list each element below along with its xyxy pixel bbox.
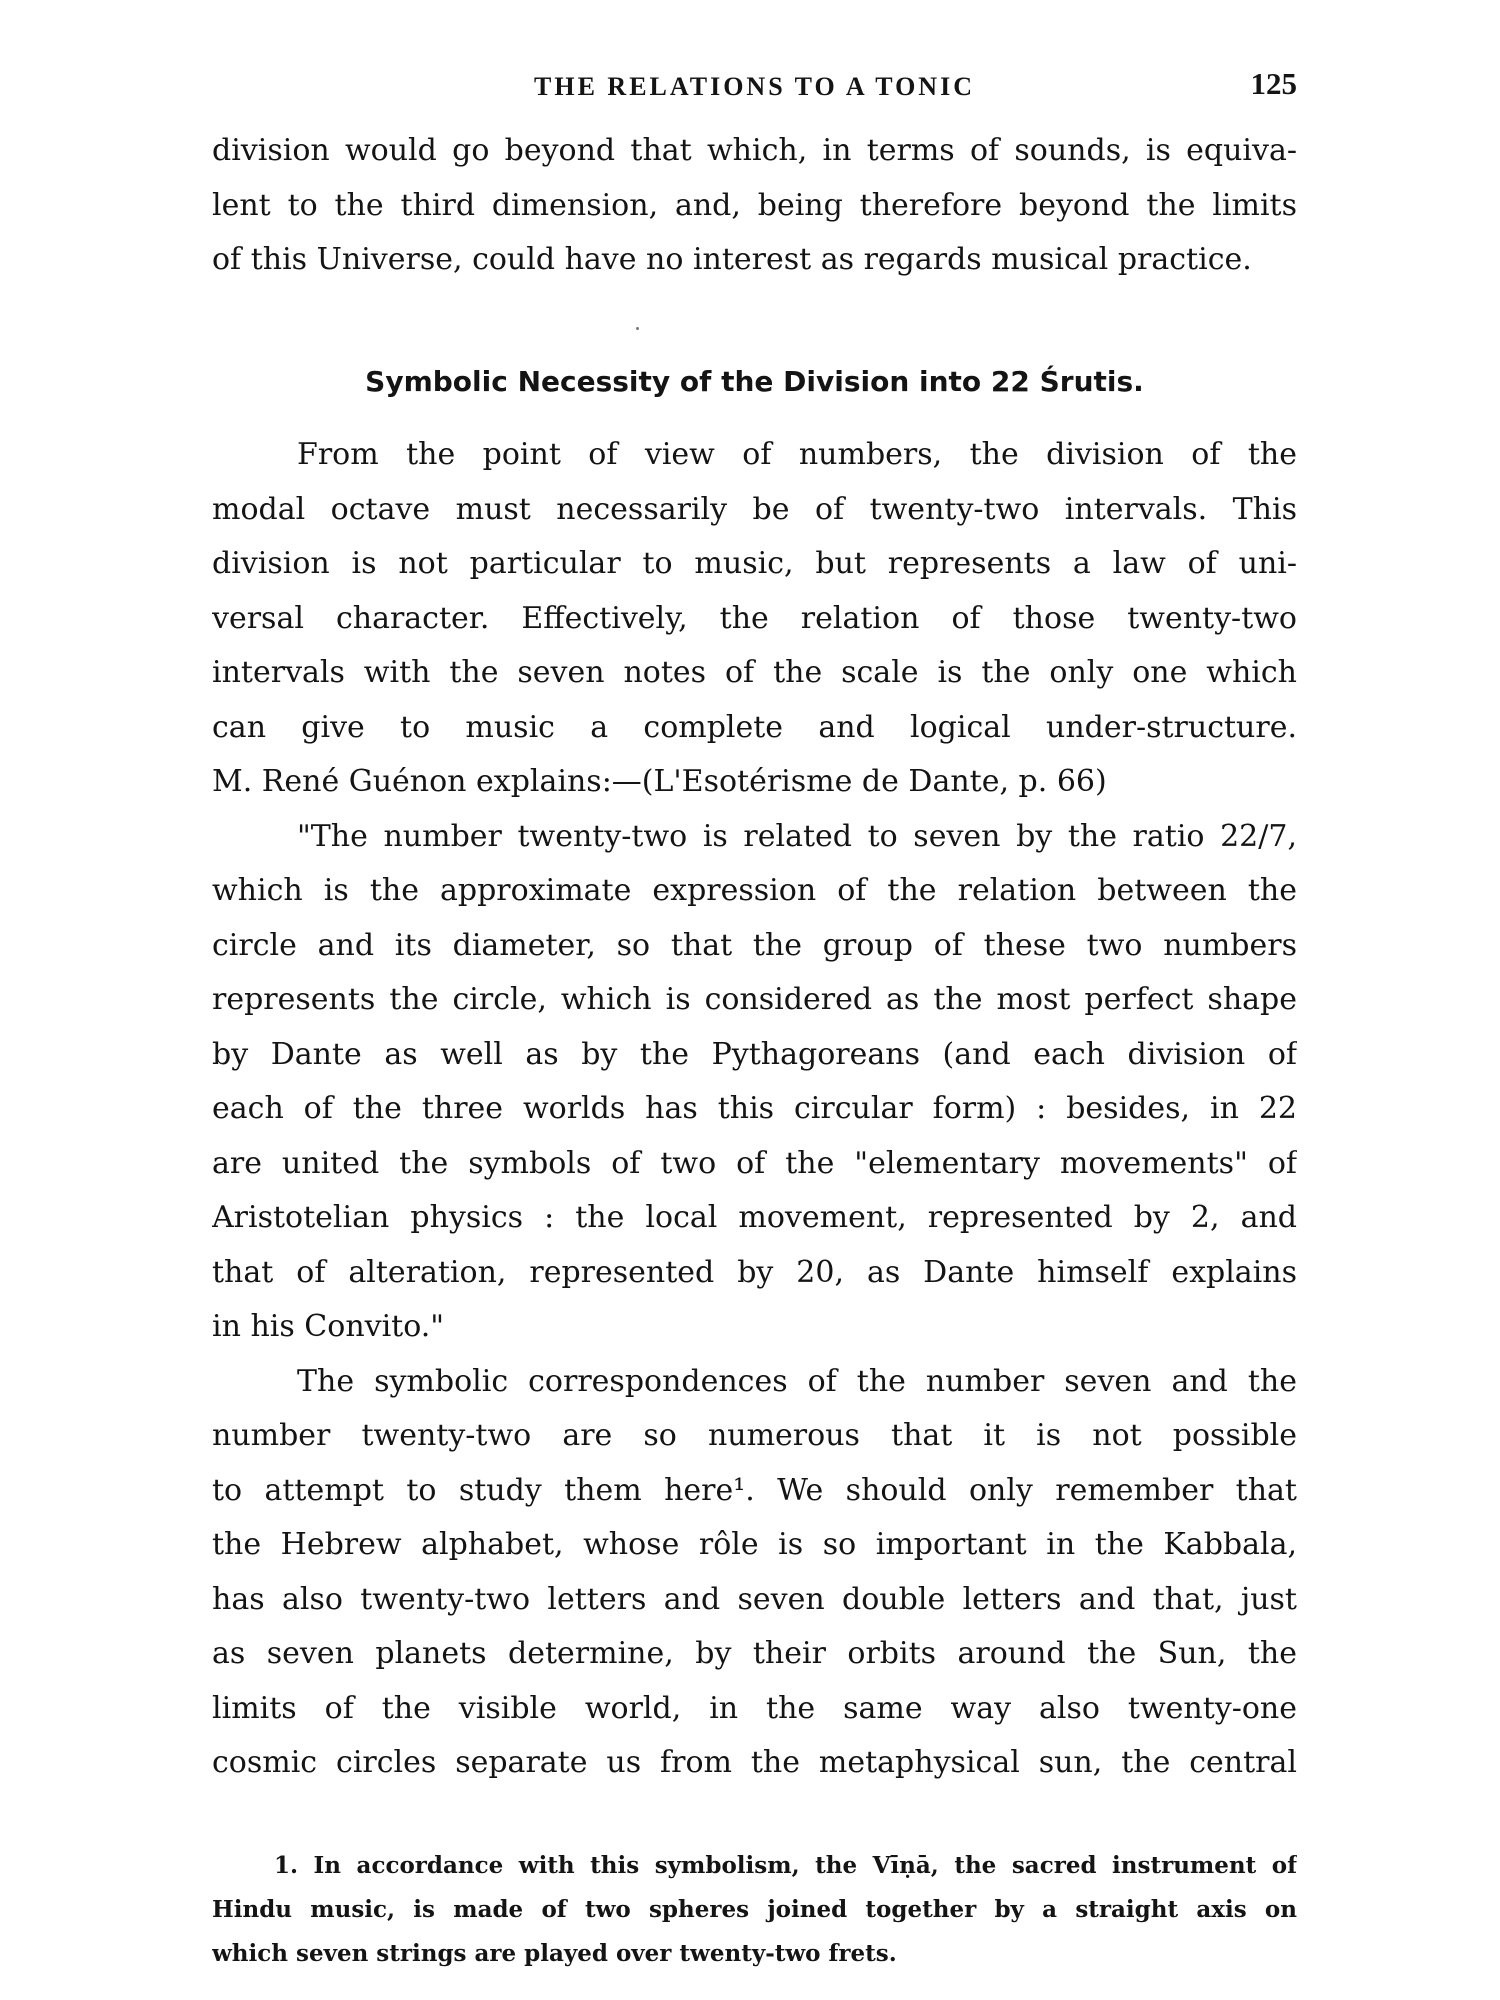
quote-line: that of alteration, represented by 20, as Dante himself explains (212, 1254, 1297, 1290)
text-line: number twenty-two are so numerous that it is not possible (212, 1418, 1297, 1453)
text-line: to attempt to study them here¹. We should only remember that (212, 1472, 1297, 1508)
quote-line: each of the three worlds has this circular form) : besides, in 22 (212, 1091, 1297, 1126)
text-line: versal character. Effectively, the relation of those twenty-two (212, 600, 1297, 636)
text-line: intervals with the seven notes of the scale is the only one which (212, 655, 1297, 690)
quote-line: "The number twenty-two is related to seven by the ratio 22/7, (297, 818, 1297, 854)
text-line: cosmic circles separate us from the metaphysical sun, the central (212, 1745, 1297, 1780)
quote-line: in his Convito." (212, 1309, 445, 1344)
text-line: limits of the visible world, in the same way also twenty-one (212, 1690, 1297, 1726)
section-heading: Symbolic Necessity of the Division into 22 Śrutis. (365, 365, 1144, 398)
separator-dot (636, 327, 639, 330)
running-title: THE RELATIONS TO A TONIC (534, 72, 975, 101)
text-line: From the point of view of numbers, the division of the (297, 437, 1297, 472)
text-line: division would go beyond that which, in terms of sounds, is equiva- (212, 133, 1297, 168)
text-line: as seven planets determine, by their orbits around the Sun, the (212, 1636, 1297, 1671)
text-line: The symbolic correspondences of the number seven and the (297, 1363, 1297, 1399)
quote-line: represents the circle, which is considered as the most perfect shape (212, 982, 1297, 1017)
footnote-line: 1. In accordance with this symbolism, the Vīṇā, the sacred instrument of (274, 1852, 1297, 1879)
text-line: can give to music a complete and logical under-structure. (212, 709, 1297, 745)
quote-line: Aristotelian physics : the local movement, represented by 2, and (212, 1200, 1297, 1235)
quote-line: circle and its diameter, so that the group of these two numbers (212, 927, 1297, 963)
quote-line: are united the symbols of two of the "elementary movements" of (212, 1145, 1297, 1181)
text-line: M. René Guénon explains:—(L'Esotérisme de Dante, p. 66) (212, 764, 1107, 799)
footnote (212, 1844, 1297, 1976)
footnote-line: which seven strings are played over twenty-two frets. (212, 1940, 897, 1967)
text-line: lent to the third dimension, and, being therefore beyond the limits (212, 187, 1297, 223)
text-line: has also twenty-two letters and seven double letters and that, just (212, 1581, 1297, 1617)
running-head (212, 66, 1297, 106)
text-line: modal octave must necessarily be of twenty-two intervals. This (212, 491, 1297, 527)
text-line: of this Universe, could have no interest as regards musical practice. (212, 242, 1252, 277)
footnote-line: Hindu music, is made of two spheres joined together by a straight axis on (212, 1896, 1297, 1923)
intro-paragraph (212, 124, 1297, 288)
text-line: division is not particular to music, but represents a law of uni- (212, 546, 1297, 581)
text-line: the Hebrew alphabet, whose rôle is so important in the Kabbala, (212, 1527, 1297, 1562)
quote-line: by Dante as well as by the Pythagoreans (and each division of (212, 1036, 1297, 1072)
page-number: 125 (1250, 66, 1297, 101)
quote-line: which is the approximate expression of the relation between the (212, 873, 1297, 908)
main-text (212, 428, 1297, 1791)
